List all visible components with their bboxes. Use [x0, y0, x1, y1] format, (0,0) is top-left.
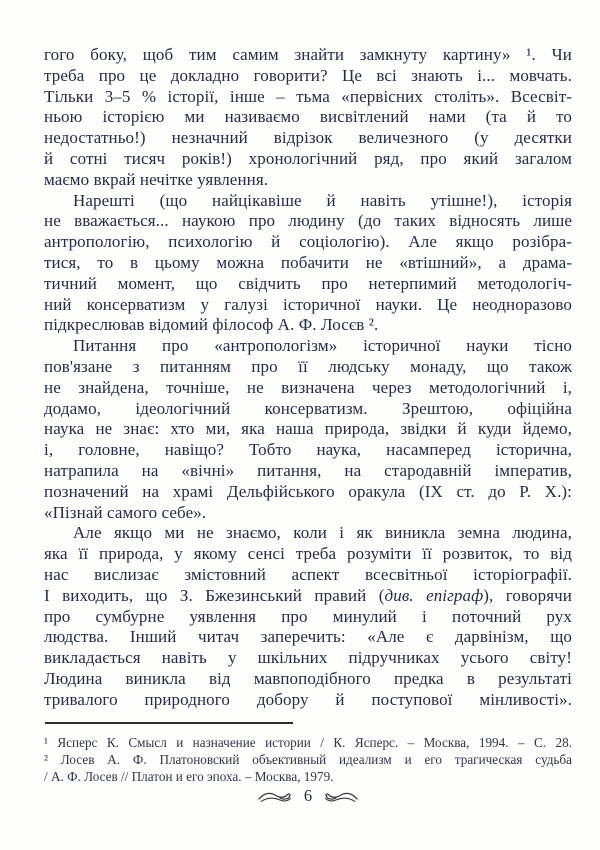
page-number: 6	[303, 786, 313, 805]
footnotes	[44, 734, 572, 786]
text-line: маємо вкрай нечітке уявлення.	[44, 169, 269, 189]
text-line: І виходить, що З. Бжезинський правий (див. епіграф), говорячи	[44, 585, 572, 605]
text-line: натрапила на «вічні» питання, на стародавній імператив,	[44, 460, 572, 480]
text-line: позначений на храмі Дельфійського оракула (IX ст. до Р. Х.):	[44, 481, 572, 501]
text-line: підкреслював відомий філософ А. Ф. Лосєв ².	[44, 315, 379, 335]
paragraph	[44, 336, 572, 523]
flourish-right-icon	[323, 789, 359, 804]
text-line: «Пізнай самого себе».	[44, 502, 207, 522]
text-line: додамо, ідеологічний консерватизм. Зрештою, офіційна	[44, 398, 572, 418]
text-line: і, головне, навіщо? Тобто наука, насамперед історична,	[44, 440, 572, 460]
text-line: тичний момент, що свідчить про нетерпимий методологіч-	[44, 273, 572, 293]
text-line: пов'язане з питанням про її людську монаду, що також	[44, 356, 572, 376]
text-line: не вважається... наукою про людину (до таких відносять лише	[44, 211, 572, 231]
text-line: про сумбурне уявлення про минулий і поточний рух	[44, 606, 572, 626]
text-line: Питання про «антропологізм» історичної науки тісно	[73, 336, 572, 356]
paragraph	[44, 191, 572, 337]
text-line: Нарешті (що найцікавіше й навіть утішне!), історія	[73, 190, 572, 210]
page-footer	[44, 786, 572, 806]
text-line: Тільки 3–5 % історії, інше – тьма «первісних століть». Всесвіт-	[44, 86, 572, 106]
footnote-line: ² Лосев А. Ф. Платоновский объективный идеализм и его трагическая судьба	[44, 752, 572, 768]
body-text	[44, 45, 572, 711]
paragraph	[44, 523, 572, 710]
text-line: треба про це докладно говорити? Це всі знають і... мовчать.	[44, 65, 572, 85]
text-line: викладається навіть у шкільних підручниках усього світу!	[44, 648, 572, 668]
text-line: Людина виникла від мавпоподібного предка в результаті	[44, 668, 572, 688]
flourish-left-icon	[257, 789, 293, 804]
text-line: недостатньо!) незначний відрізок величезного (у десятки	[44, 128, 572, 148]
footnote-line: / А. Ф. Лосев // Платон и его эпоха. – Москва, 1979.	[44, 769, 334, 785]
text-line: тривалого природного добору й поступової мінливості».	[44, 689, 572, 709]
text-line: наука не знає: хто ми, яка наша природа, звідки й куди йдемо,	[44, 419, 572, 439]
footnote-line: ¹ Ясперс К. Смысл и назначение истории / К. Ясперс. – Москва, 1994. – С. 28.	[44, 735, 572, 750]
text-line: антропологію, психологію й соціологію). Але якщо розібра-	[44, 232, 572, 252]
footnote-separator	[45, 722, 293, 724]
text-line: тися, то в цьому можна побачити не «втішний», а драма-	[44, 252, 572, 272]
text-line: гого боку, щоб тим самим знайти замкнуту картину» ¹. Чи	[44, 45, 572, 64]
text-line: людства. Інший читач заперечить: «Але є дарвінізм, що	[44, 627, 572, 647]
text-line: не знайдена, точніше, не визначена через методологічний і,	[44, 377, 572, 397]
text-line: яка її природа, у якому сенсі треба розуміти її розвиток, то від	[44, 544, 572, 564]
paragraph	[44, 45, 572, 191]
text-line: Але якщо ми не знаємо, коли і як виникла земна людина,	[73, 523, 572, 543]
text-line: й сотні тисяч років!) хронологічний ряд, про який загалом	[44, 148, 572, 168]
text-line: ньою історією ми називаємо висвітлений нами (та й то	[44, 107, 572, 127]
text-line: нас вислизає змістовний аспект всесвітньої історіографії.	[44, 564, 572, 584]
text-line: ний консерватизм у галузі історичної науки. Це неодноразово	[44, 294, 572, 314]
